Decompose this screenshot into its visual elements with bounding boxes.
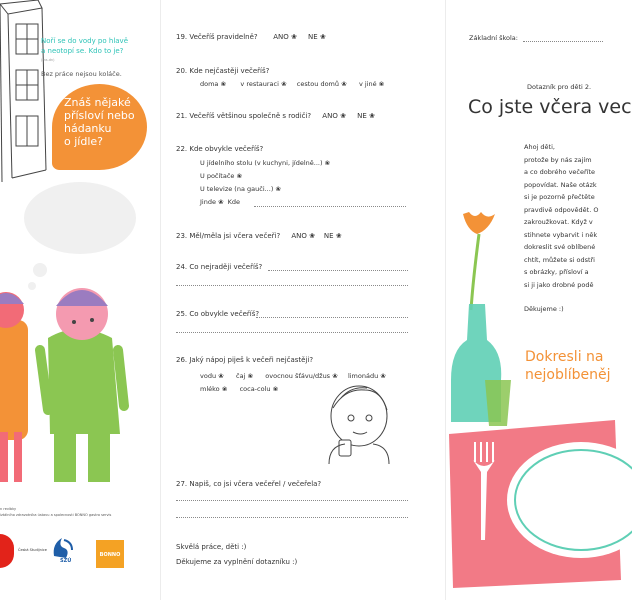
question-19: 19. Večeříš pravidelně? ANO ❀ NE ❀ xyxy=(176,33,326,41)
question-20: 20. Kde nejčastěji večeříš? xyxy=(176,67,270,75)
option-stava[interactable]: ovocnou šťávu/džus ❀ xyxy=(265,372,338,380)
draw-prompt: Dokresli na nejoblíbeněj xyxy=(525,349,611,383)
bonno-logo: BONNO xyxy=(96,540,124,568)
riddle-answer-hint: (ms.dn) xyxy=(41,58,55,62)
question-20-options xyxy=(200,80,384,89)
question-24: 24. Co nejraději večeříš? xyxy=(176,263,263,271)
green-glass xyxy=(485,380,511,426)
child-drinking-illustration xyxy=(315,380,405,470)
building-illustration xyxy=(0,0,50,190)
answer-line[interactable] xyxy=(256,317,408,318)
option-limonada[interactable]: limonádu ❀ xyxy=(347,372,386,380)
question-26-options-row2 xyxy=(200,385,278,394)
survey-audience: Dotazník pro děti 2. xyxy=(527,83,592,91)
intro-letter: Ahoj děti, protože by nás zajím a co dobrého večeříte popovídat. Naše otázk si je pozorně přečtěte pravdivě odpovědět. O zakroužkovat. Když v stihnete vybarvit i něk dokreslit své oblíbené chtít, můžete si odstři s obrázky, přísloví a si ji jako drobné podě Děkujeme :) xyxy=(524,143,599,313)
table-setting-illustration xyxy=(445,200,600,600)
option-ne[interactable]: NE ❀ xyxy=(357,112,375,120)
answer-line[interactable] xyxy=(176,332,408,333)
children-illustration xyxy=(0,170,160,500)
option-televize[interactable]: U televize (na gauči...) ❀ xyxy=(200,185,281,193)
thanks-text: Děkujeme za vyplnění dotazníku :) xyxy=(176,558,298,566)
option-restaurace[interactable]: v restauraci ❀ xyxy=(240,80,287,88)
question-21: 21. Večeříš většinou společně s rodiči? ANO ❀ NE ❀ xyxy=(176,112,375,120)
question-25: 25. Co obvykle večeříš? xyxy=(176,310,260,318)
option-cestou-domu[interactable]: cestou domů ❀ xyxy=(296,80,347,88)
ceska-studijnice-logo xyxy=(0,534,14,568)
thought-bubble xyxy=(24,182,136,290)
option-ano[interactable]: ANO ❀ xyxy=(273,33,297,41)
school-input-line[interactable] xyxy=(523,41,603,42)
option-coca-cola[interactable]: coca-colu ❀ xyxy=(239,385,279,393)
option-ano[interactable]: ANO ❀ xyxy=(322,112,346,120)
credits-text: n revíbky iztálního zdravotníka ústavu a spolecnosti BONNO gastro servis xyxy=(0,507,112,517)
proverb-text: Bez práce nejsou koláče. xyxy=(41,70,122,78)
cover-panel xyxy=(445,0,632,600)
option-ne[interactable]: NE ❀ xyxy=(307,33,326,41)
answer-line[interactable] xyxy=(268,270,408,271)
question-22: 22. Kde obvykle večeříš? xyxy=(176,145,264,153)
szu-logo-text: SZÚ xyxy=(60,558,72,564)
answer-line[interactable] xyxy=(176,285,408,286)
proverb-question-bubble: Znáš nějaké přísloví nebo hádanku o jídle? xyxy=(52,84,147,170)
option-caj[interactable]: čaj ❀ xyxy=(236,372,253,380)
child-green xyxy=(40,288,124,482)
riddle-text: Noří se do vody po hlavě a neotopí se. Kdo to je? xyxy=(41,37,129,55)
question-23: 23. Měl/měla jsi včera večeři? ANO ❀ NE ❀ xyxy=(176,232,342,240)
tulip-flower xyxy=(463,212,495,310)
option-ano[interactable]: ANO ❀ xyxy=(291,232,315,240)
child-orange xyxy=(0,292,28,482)
option-jidelni-stul[interactable]: U jídelního stolu (v kuchyni, jídelně...) ❀ xyxy=(200,159,330,167)
option-jinde[interactable]: Jinde ❀ Kde xyxy=(200,198,241,206)
option-mleko[interactable]: mléko ❀ xyxy=(200,385,228,393)
school-label: Základní škola: xyxy=(469,34,518,42)
left-panel xyxy=(0,0,160,600)
option-ne[interactable]: NE ❀ xyxy=(323,232,342,240)
answer-line[interactable] xyxy=(176,500,408,501)
option-doma[interactable]: doma ❀ xyxy=(200,80,226,88)
ceska-studijnice-logo-text: Česká Studijnice xyxy=(18,548,47,552)
option-jinde[interactable]: v jiné ❀ xyxy=(358,80,385,88)
question-26: 26. Jaký nápoj piješ k večeři nejčastěji? xyxy=(176,356,314,364)
option-vodu[interactable]: vodu ❀ xyxy=(200,372,224,380)
answer-line[interactable] xyxy=(254,206,406,207)
praise-text: Skvělá práce, děti :) xyxy=(176,543,247,551)
szu-logo xyxy=(50,534,76,560)
question-27: 27. Napiš, co jsi včera večeřel / večeřela? xyxy=(176,480,322,488)
answer-line[interactable] xyxy=(176,517,408,518)
option-pocitac[interactable]: U počítače ❀ xyxy=(200,172,242,180)
page-title: Co jste včera vec xyxy=(468,96,632,118)
questionnaire-panel xyxy=(160,0,445,600)
